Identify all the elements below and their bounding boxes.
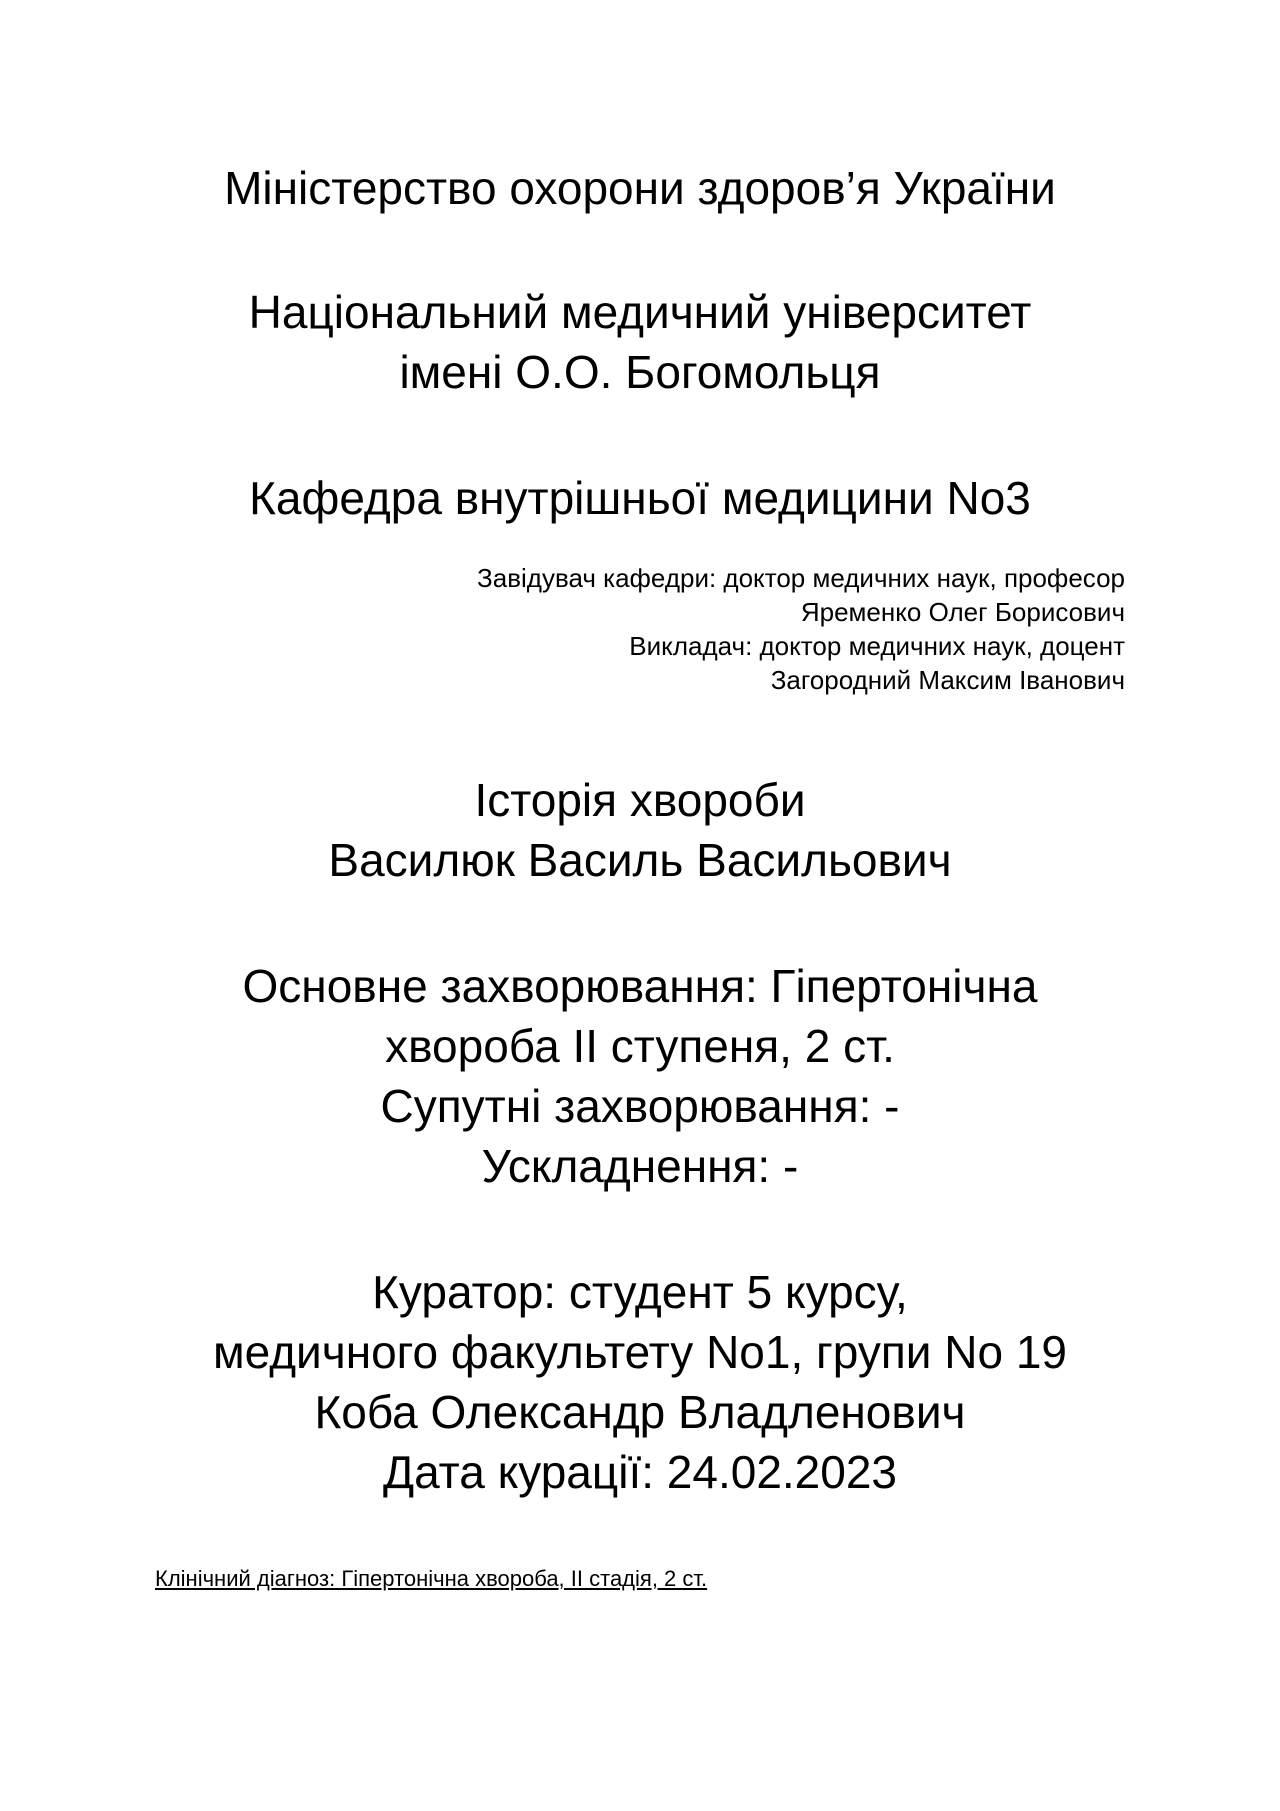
concomitant-diseases: Супутні захворювання: - bbox=[380, 1080, 900, 1132]
head-name: Яременко Олег Борисович bbox=[800, 597, 1125, 627]
main-disease-line2: хвороба ІІ ступеня, 2 ст. bbox=[385, 1020, 895, 1072]
curator-line1: Куратор: студент 5 курсу, bbox=[372, 1266, 908, 1318]
university-name-line2: імені О.О. Богомольця bbox=[399, 346, 881, 398]
complications: Ускладнення: - bbox=[481, 1140, 799, 1192]
head-title: Завідувач кафедри: доктор медичних наук, професор bbox=[477, 563, 1125, 593]
curator-section bbox=[0, 1262, 1280, 1502]
department-heading bbox=[0, 468, 1280, 528]
curator-name: Коба Олександр Владленович bbox=[314, 1386, 966, 1438]
history-title: Історія хвороби bbox=[474, 774, 806, 826]
disease-section bbox=[0, 956, 1280, 1196]
clinical-diagnosis: Клінічний діагноз: Гіпертонічна хвороба, ІІ стадія, 2 ст. bbox=[155, 1566, 708, 1591]
university-name-line1: Національний медичний університет bbox=[248, 286, 1032, 338]
lecturer-name: Загородний Максим Іванович bbox=[770, 665, 1125, 695]
staff-block bbox=[0, 561, 1125, 697]
ministry-heading bbox=[0, 158, 1280, 218]
curation-date: Дата курації: 24.02.2023 bbox=[382, 1446, 898, 1498]
history-heading bbox=[0, 770, 1280, 890]
university-heading bbox=[0, 282, 1280, 402]
main-disease-line1: Основне захворювання: Гіпертонічна bbox=[242, 960, 1038, 1012]
curator-line2: медичного факультету No1, групи No 19 bbox=[213, 1326, 1067, 1378]
lecturer-title: Викладач: доктор медичних наук, доцент bbox=[629, 631, 1125, 661]
patient-name: Василюк Василь Васильович bbox=[328, 834, 952, 886]
ministry-name: Міністерство охорони здоров’я України bbox=[224, 162, 1056, 214]
department-name: Кафедра внутрішньої медицини No3 bbox=[249, 472, 1031, 524]
